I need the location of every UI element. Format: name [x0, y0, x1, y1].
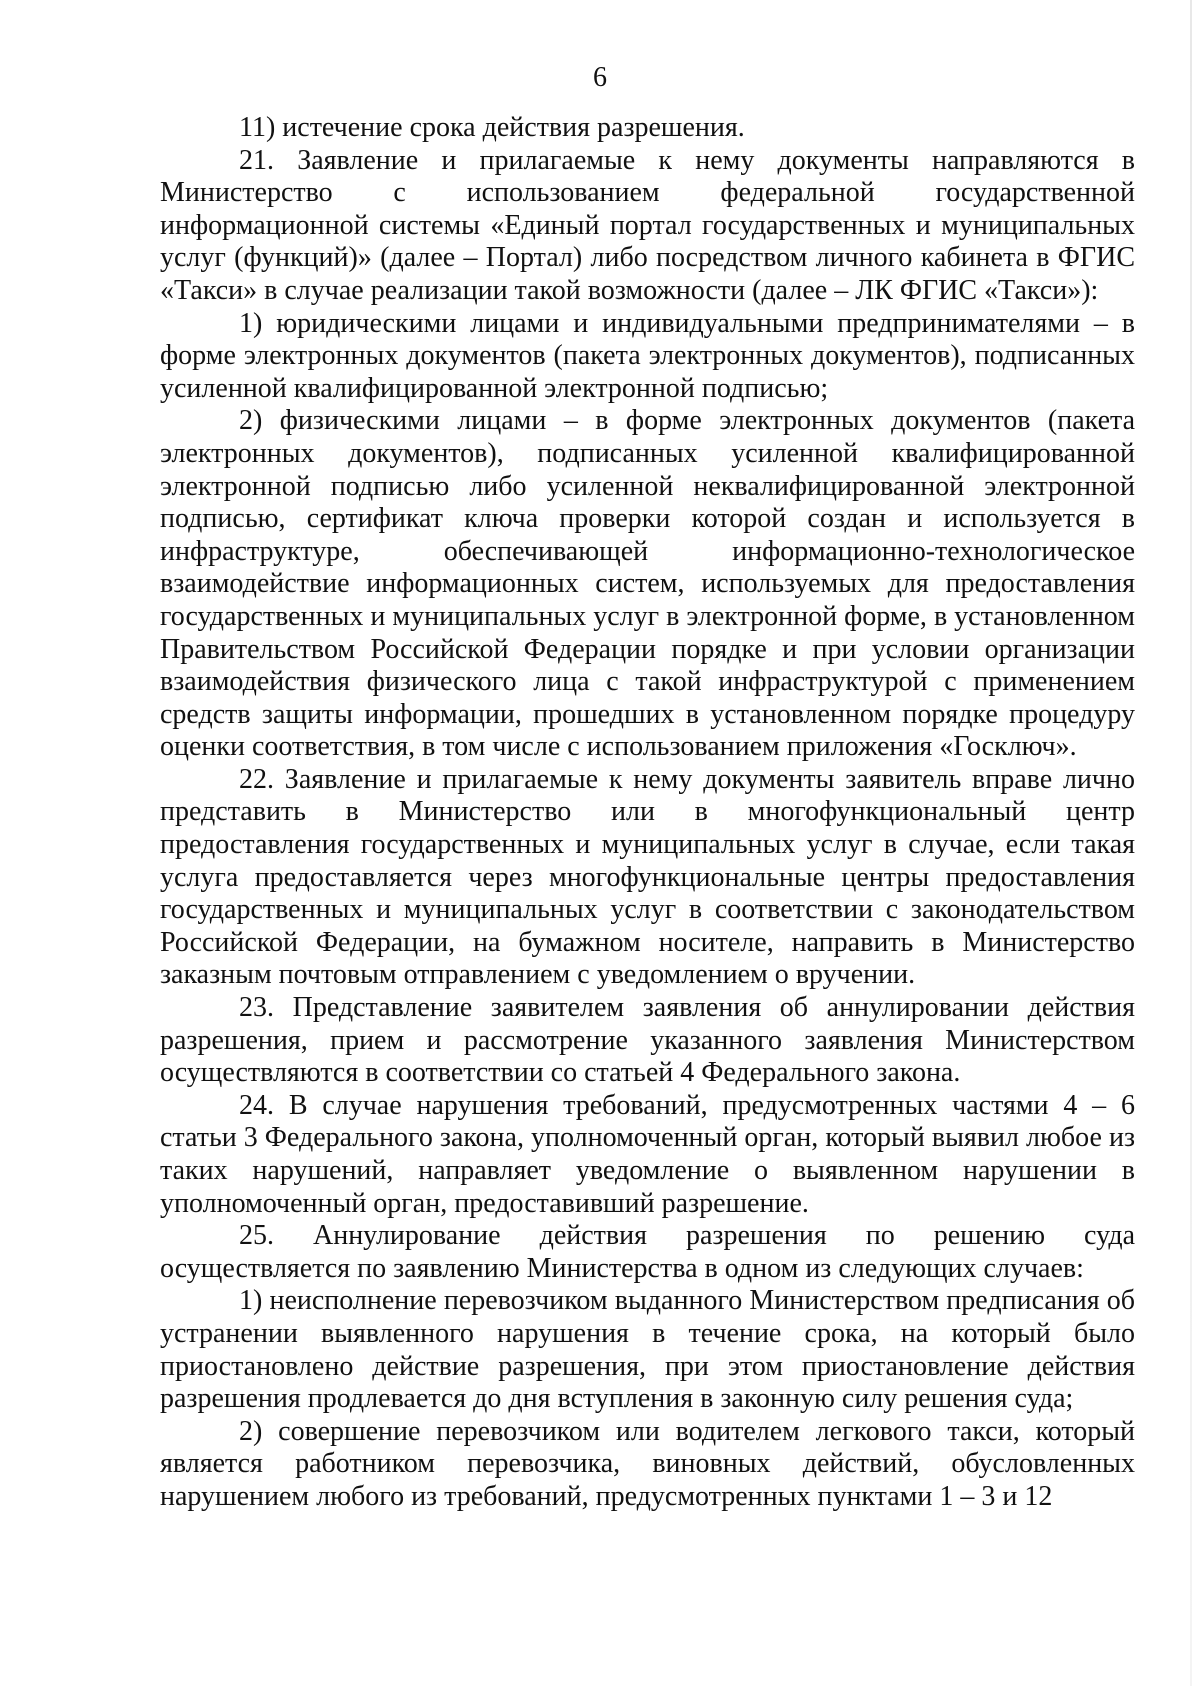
paragraph-item-11: 11) истечение срока действия разрешения. — [239, 112, 745, 143]
paragraph-24: 24. В случае нарушения требований, предусмотренных частями 4 – 6 статьи 3 Федерального закона, уполномоченный орган, который выявил любое из таких нарушений, направляет уведомление о выявленном нарушении в уполномоченный орган, предоставивший разрешение. — [160, 1089, 1135, 1219]
paragraph-25: 25. Аннулирование действия разрешения по решению суда осуществляется по заявлению Министерства в одном из следующих случаев: — [160, 1220, 1135, 1284]
paragraph-21: 21. Заявление и прилагаемые к нему документы направляются в Министерство с использованием федеральной государственной информационной системы «Единый портал государственных и муниципальных услуг (функций)» (далее – Портал) либо посредством личного кабинета в ФГИС «Такси» в случае реализации такой возможности (далее – ЛК ФГИС «Такси»): — [160, 144, 1135, 306]
paragraph-21-item-1: 1) юридическими лицами и индивидуальными предпринимателями – в форме электронных документов (пакета электронных документов), подписанных усиленной квалифицированной электронной подписью; — [160, 307, 1135, 404]
paragraph-23: 23. Представление заявителем заявления об аннулировании действия разрешения, прием и рассмотрение указанного заявления Министерством осуществляются в соответствии со статьей 4 Федерального закона. — [160, 992, 1135, 1089]
page-number: 6 — [593, 62, 607, 93]
paragraph-25-item-1: 1) неисполнение перевозчиком выданного Министерством предписания об устранении выявленного нарушения в течение срока, на который было приостановлено действие разрешения, при этом приостановление действия разрешения продлевается до дня вступления в законную силу решения суда; — [160, 1285, 1135, 1415]
document-body — [160, 112, 1135, 1514]
paragraph-21-item-2: 2) физическими лицами – в форме электронных документов (пакета электронных документов), подписанных усиленной квалифицированной электронной подписью либо усиленной неквалифицированной электронной подписью, сертификат ключа проверки которой создан и используется в инфраструктуре, обеспечивающей информационно-технологическое взаимодействие информационных систем, используемых для предоставления государственных и муниципальных услуг в электронной форме, в установленном Правительством Российской Федерации порядке и при условии организации взаимодействия физического лица с такой инфраструктурой с применением средств защиты информации, прошедших в установленном порядке процедуру оценки соответствия, в том числе с использованием приложения «Госключ». — [160, 405, 1135, 763]
paragraph-22: 22. Заявление и прилагаемые к нему документы заявитель вправе лично представить в Министерство или в многофункциональный центр предоставления государственных и муниципальных услуг в случае, если такая услуга предоставляется через многофункциональные центры предоставления государственных и муниципальных услуг в соответствии с законодательством Российской Федерации, на бумажном носителе, направить в Министерство заказным почтовым отправлением с уведомлением о вручении. — [160, 763, 1135, 991]
paragraph-25-item-2: 2) совершение перевозчиком или водителем легкового такси, который является работником перевозчика, виновных действий, обусловленных нарушением любого из требований, предусмотренных пунктами 1 – 3 и 12 — [160, 1415, 1135, 1512]
scan-edge-mark — [1190, 0, 1192, 1686]
